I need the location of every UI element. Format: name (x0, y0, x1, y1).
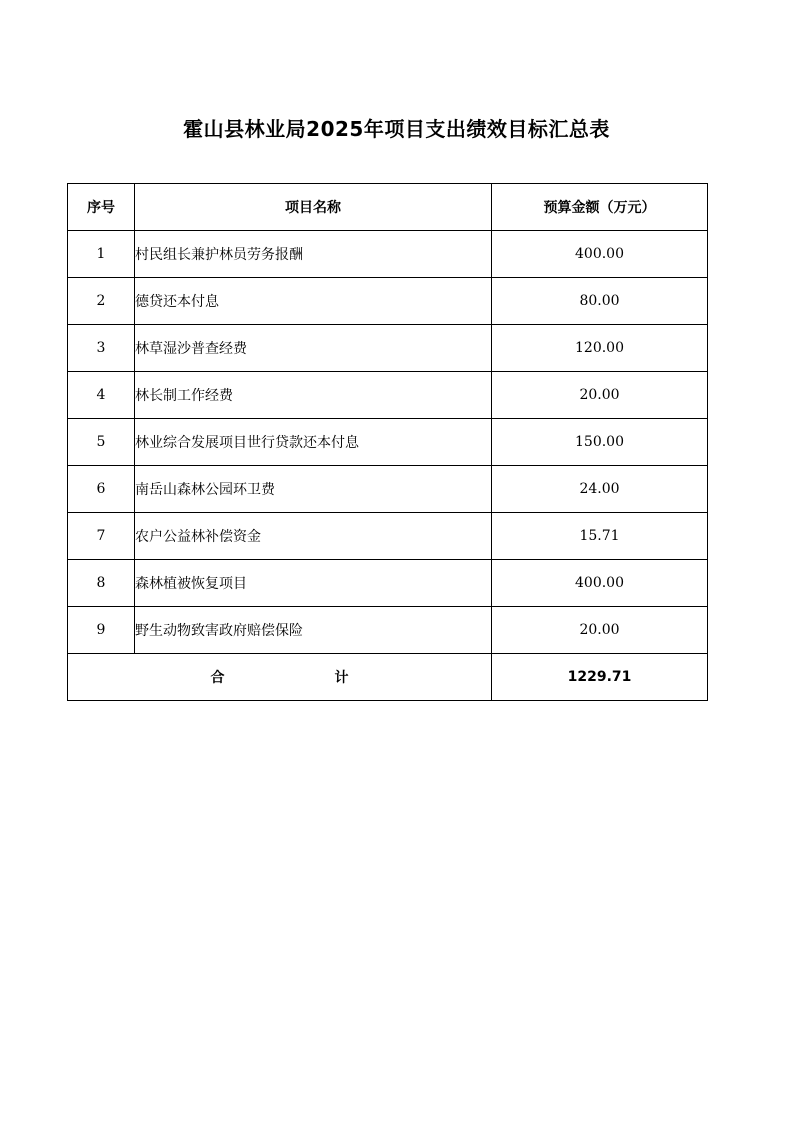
table-row (68, 419, 708, 466)
row-project-name: 农户公益林补偿资金 (135, 513, 492, 560)
table-row (68, 607, 708, 654)
row-budget-amount: 80.00 (492, 278, 708, 325)
header-budget-amount: 预算金额（万元） (492, 184, 708, 231)
row-project-name: 森林植被恢复项目 (135, 560, 492, 607)
row-project-name: 德贷还本付息 (135, 278, 492, 325)
row-budget-amount: 150.00 (492, 419, 708, 466)
total-label-part1: 合 (210, 670, 225, 686)
row-index: 5 (68, 419, 135, 466)
row-index: 2 (68, 278, 135, 325)
table-row (68, 466, 708, 513)
header-index: 序号 (68, 184, 135, 231)
row-budget-amount: 20.00 (492, 372, 708, 419)
row-project-name: 南岳山森林公园环卫费 (135, 466, 492, 513)
row-budget-amount: 15.71 (492, 513, 708, 560)
row-index: 7 (68, 513, 135, 560)
row-index: 1 (68, 231, 135, 278)
table-row (68, 325, 708, 372)
row-project-name: 野生动物致害政府赔偿保险 (135, 607, 492, 654)
budget-summary-table (67, 183, 708, 701)
row-index: 6 (68, 466, 135, 513)
row-project-name: 林草湿沙普查经费 (135, 325, 492, 372)
table-row (68, 278, 708, 325)
row-project-name: 村民组长兼护林员劳务报酬 (135, 231, 492, 278)
total-row (68, 654, 708, 701)
table-row (68, 513, 708, 560)
row-budget-amount: 20.00 (492, 607, 708, 654)
document-title: 霍山县林业局2025年项目支出绩效目标汇总表 (183, 117, 610, 141)
row-index: 4 (68, 372, 135, 419)
total-amount: 1229.71 (492, 654, 708, 701)
row-index: 8 (68, 560, 135, 607)
row-project-name: 林业综合发展项目世行贷款还本付息 (135, 419, 492, 466)
row-budget-amount: 400.00 (492, 560, 708, 607)
total-label (68, 654, 492, 701)
table-row (68, 372, 708, 419)
row-index: 9 (68, 607, 135, 654)
row-budget-amount: 24.00 (492, 466, 708, 513)
table-row (68, 560, 708, 607)
table-header-row (68, 184, 708, 231)
row-project-name: 林长制工作经费 (135, 372, 492, 419)
row-budget-amount: 400.00 (492, 231, 708, 278)
total-label-part2: 计 (334, 670, 349, 686)
row-index: 3 (68, 325, 135, 372)
row-budget-amount: 120.00 (492, 325, 708, 372)
header-project-name: 项目名称 (135, 184, 492, 231)
table-row (68, 231, 708, 278)
